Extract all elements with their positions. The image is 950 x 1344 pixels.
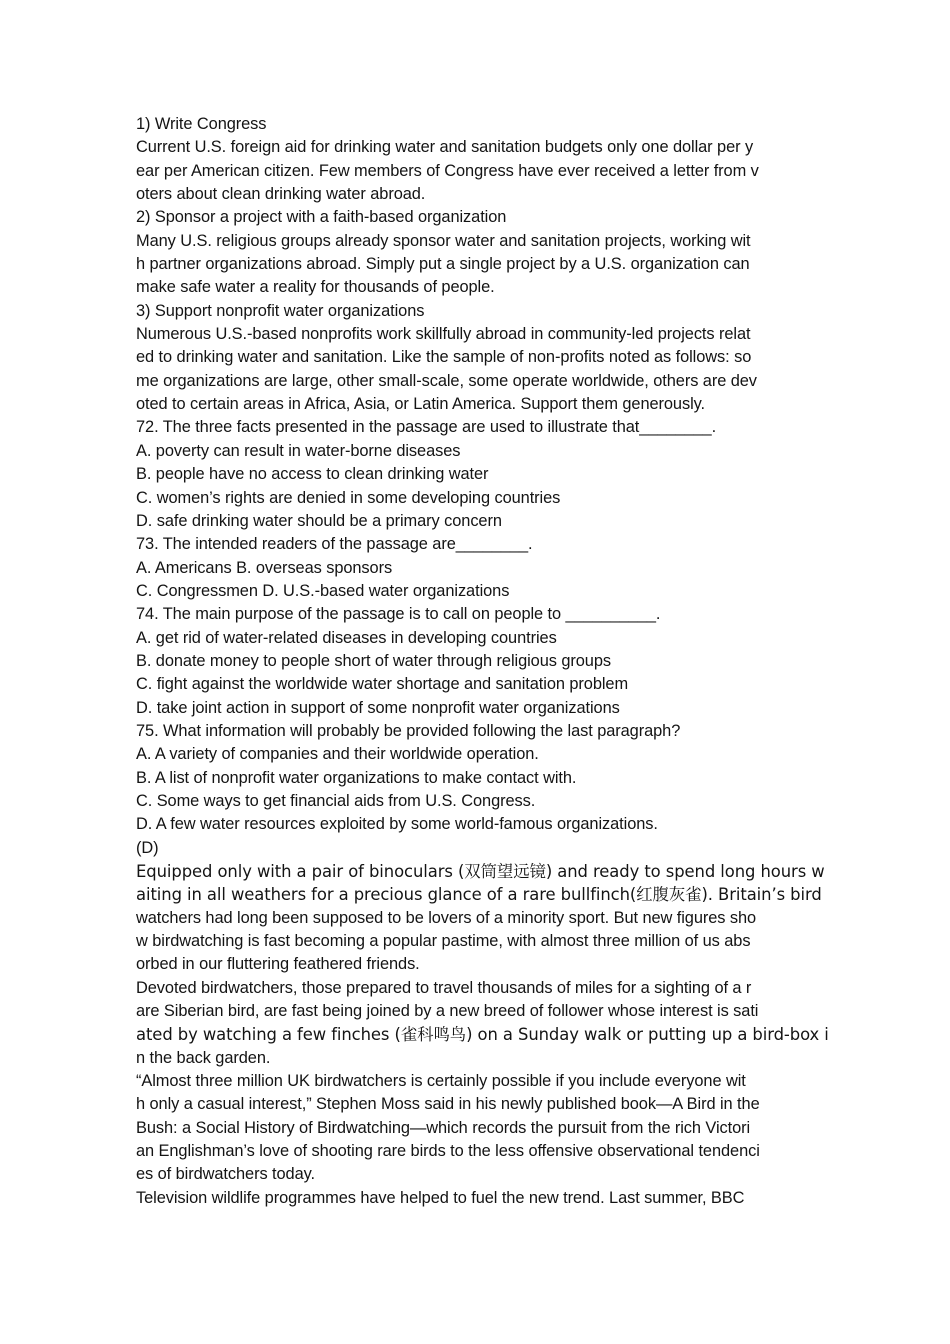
- text-line: ear per American citizen. Few members of Congress have ever received a letter from v: [136, 161, 759, 180]
- document-text-body: [136, 113, 829, 1210]
- text-line: D. take joint action in support of some nonprofit water organizations: [136, 698, 620, 717]
- text-line: D. A few water resources exploited by some world-famous organizations.: [136, 815, 658, 834]
- text-line: Television wildlife programmes have helped to fuel the new trend. Last summer, BBC: [136, 1188, 745, 1207]
- text-line: oted to certain areas in Africa, Asia, or Latin America. Support them generously.: [136, 395, 706, 414]
- text-line: w birdwatching is fast becoming a popular pastime, with almost three million of us abs: [136, 932, 751, 951]
- text-line: B. A list of nonprofit water organizations to make contact with.: [136, 768, 577, 787]
- text-line: 1) Write Congress: [136, 115, 267, 133]
- text-line: 2) Sponsor a project with a faith-based organization: [136, 208, 507, 227]
- text-line: 72. The three facts presented in the passage are used to illustrate that________.: [136, 418, 717, 437]
- text-line: an Englishman’s love of shooting rare birds to the less offensive observational tendenci: [136, 1142, 760, 1161]
- text-line: Current U.S. foreign aid for drinking water and sanitation budgets only one dollar per y: [136, 138, 754, 157]
- text-line: C. women’s rights are denied in some developing countries: [136, 488, 561, 507]
- text-line: A. get rid of water-related diseases in developing countries: [136, 628, 557, 647]
- text-line: “Almost three million UK birdwatchers is certainly possible if you include everyone wit: [136, 1072, 746, 1091]
- text-line: n the back garden.: [136, 1048, 271, 1067]
- text-line: 74. The main purpose of the passage is to call on people to __________.: [136, 605, 661, 624]
- text-line: 73. The intended readers of the passage are________.: [136, 535, 533, 554]
- text-line: A. poverty can result in water-borne diseases: [136, 441, 461, 460]
- text-line: Bush: a Social History of Birdwatching—which records the pursuit from the rich Victori: [136, 1118, 751, 1137]
- text-line: 75. What information will probably be provided following the last paragraph?: [136, 721, 681, 740]
- text-line: Devoted birdwatchers, those prepared to travel thousands of miles for a sighting of a r: [136, 978, 752, 997]
- text-line: es of birdwatchers today.: [136, 1165, 315, 1184]
- text-line: ated by watching a few finches (雀科鸣鸟) on a Sunday walk or putting up a bird-box i: [136, 1025, 829, 1045]
- text-line: h partner organizations abroad. Simply put a single project by a U.S. organization can: [136, 255, 750, 274]
- text-line: oters about clean drinking water abroad.: [136, 185, 426, 204]
- text-line: ed to drinking water and sanitation. Like the sample of non-profits noted as follows: so: [136, 348, 752, 367]
- text-line: C. fight against the worldwide water shortage and sanitation problem: [136, 675, 629, 694]
- text-line: D. safe drinking water should be a primary concern: [136, 511, 502, 530]
- text-line: 3) Support nonprofit water organizations: [136, 301, 425, 320]
- text-line: A. Americans B. overseas sponsors: [136, 558, 393, 577]
- text-line: watchers had long been supposed to be lovers of a minority sport. But new figures sho: [136, 908, 757, 927]
- text-line: A. A variety of companies and their worldwide operation.: [136, 745, 539, 764]
- text-line: me organizations are large, other small-scale, some operate worldwide, others are dev: [136, 371, 757, 390]
- text-line: orbed in our fluttering feathered friends.: [136, 955, 420, 974]
- text-line: Many U.S. religious groups already sponsor water and sanitation projects, working wit: [136, 231, 751, 250]
- text-line: C. Some ways to get financial aids from U.S. Congress.: [136, 791, 536, 810]
- text-line: h only a casual interest,” Stephen Moss said in his newly published book—A Bird in the: [136, 1095, 760, 1114]
- text-line: are Siberian bird, are fast being joined by a new breed of follower whose interest is sati: [136, 1002, 759, 1021]
- text-line: (D): [136, 838, 159, 857]
- text-line: aiting in all weathers for a precious glance of a rare bullfinch(红腹灰雀). Britain’s bird: [136, 885, 822, 905]
- text-line: B. people have no access to clean drinking water: [136, 465, 489, 484]
- text-line: B. donate money to people short of water through religious groups: [136, 651, 611, 670]
- text-line: Numerous U.S.-based nonprofits work skillfully abroad in community-led projects relat: [136, 325, 751, 344]
- text-line: make safe water a reality for thousands of people.: [136, 278, 495, 297]
- text-line: C. Congressmen D. U.S.-based water organizations: [136, 581, 510, 600]
- text-line: Equipped only with a pair of binoculars (双筒望远镜) and ready to spend long hours w: [136, 862, 825, 881]
